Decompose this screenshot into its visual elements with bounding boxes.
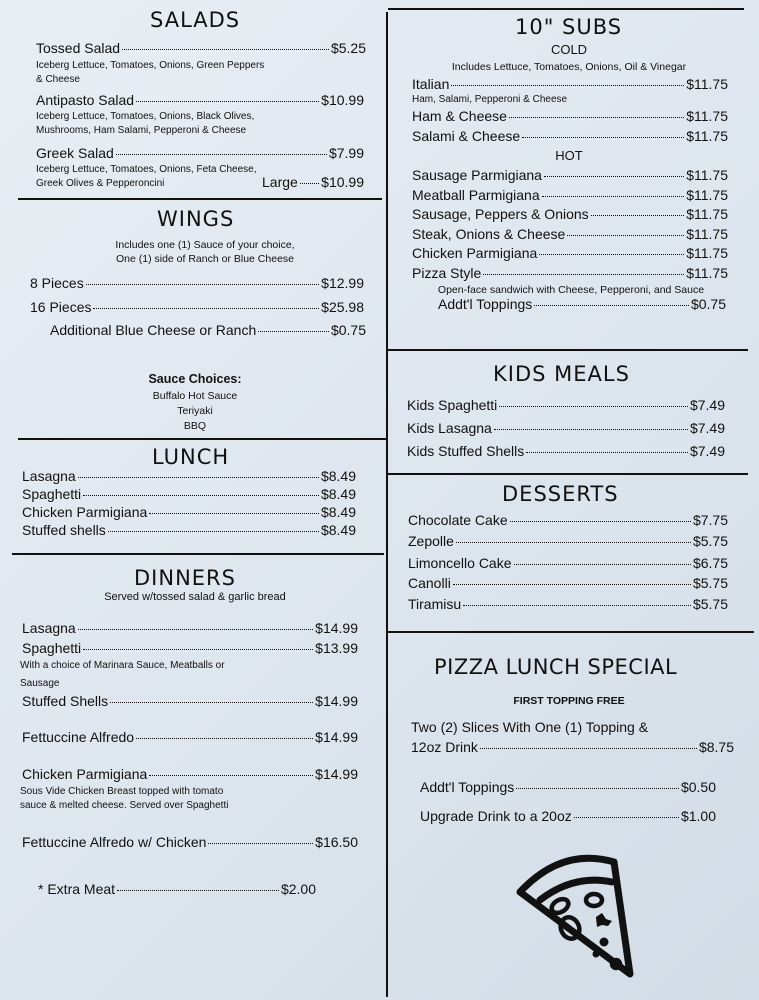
- item-name: Stuffed Shells: [22, 693, 109, 709]
- item-price: $25.98: [321, 299, 364, 315]
- leader-dots: [483, 274, 684, 275]
- leader-dots: [78, 629, 313, 630]
- item-name: Chicken Parmigiana: [22, 766, 148, 782]
- divider-salads-wings: [18, 198, 382, 200]
- item-name: Italian: [412, 76, 450, 92]
- menu-item-sub-salami: [412, 128, 728, 144]
- item-price: $2.00: [280, 881, 316, 897]
- item-price: $8.49: [320, 486, 356, 502]
- leader-dots: [499, 406, 688, 407]
- item-price: $11.75: [686, 226, 728, 242]
- menu-item-dinner-lasagna: [22, 620, 358, 636]
- menu-item-tossed-salad: [36, 40, 366, 56]
- menu-item-antipasto-salad: [36, 92, 364, 108]
- item-name: 12oz Drink: [411, 739, 478, 755]
- leader-dots: [451, 85, 684, 86]
- item-name: Pizza Style: [412, 265, 482, 281]
- leader-dots: [542, 196, 685, 197]
- item-price: $5.75: [692, 596, 728, 612]
- item-price: $12.99: [321, 275, 364, 291]
- menu-item-extra-meat: [38, 881, 316, 897]
- item-name: Addt'l Toppings: [438, 296, 533, 312]
- item-price: $7.75: [692, 512, 728, 528]
- menu-item-dessert: [408, 596, 728, 612]
- special-subtitle: FIRST TOPPING FREE: [513, 695, 625, 707]
- menu-item-dinner-chicken-parm: [22, 766, 358, 782]
- item-desc: Iceberg Lettuce, Tomatoes, Onions, Green Peppers: [36, 60, 265, 71]
- item-price: $6.75: [692, 555, 728, 571]
- item-price: $11.75: [686, 265, 728, 281]
- leader-dots: [534, 305, 689, 306]
- leader-dots: [494, 429, 688, 430]
- item-price: $14.99: [315, 729, 358, 745]
- pizza-slice-icon: [512, 842, 642, 982]
- menu-item-sub-hot: [412, 167, 728, 183]
- special-toppings: [420, 779, 716, 795]
- menu-item-dinner-alfredo-chicken: [22, 834, 358, 850]
- item-price: $7.49: [689, 420, 725, 436]
- menu-item-dinner-stuffed-shells: [22, 693, 358, 709]
- item-price: $14.99: [315, 693, 358, 709]
- item-name: Canolli: [408, 575, 451, 591]
- menu-item-dinner-spaghetti: [22, 640, 358, 656]
- item-price: $5.25: [330, 40, 366, 56]
- menu-item-sub-hot: [412, 245, 728, 261]
- item-name: Lasagna: [22, 620, 76, 636]
- item-price: $13.99: [315, 640, 358, 656]
- item-name: Sausage, Peppers & Onions: [412, 206, 589, 222]
- leader-dots: [208, 843, 313, 844]
- item-name: Antipasto Salad: [36, 92, 135, 108]
- item-name: Zepolle: [408, 533, 454, 549]
- item-price: $10.99: [321, 92, 364, 108]
- leader-dots: [453, 584, 691, 585]
- item-name: Additional Blue Cheese or Ranch: [50, 322, 257, 338]
- menu-item-sub-ham: [412, 108, 728, 124]
- kids-title: KIDS MEALS: [493, 362, 630, 386]
- item-name: Kids Stuffed Shells: [407, 443, 525, 459]
- dinners-title: DINNERS: [134, 566, 236, 590]
- item-price: $16.50: [315, 834, 358, 850]
- subs-title: 10" SUBS: [515, 15, 623, 39]
- item-price: $0.75: [690, 296, 726, 312]
- desserts-title: DESSERTS: [502, 482, 619, 506]
- top-rule-right: [388, 8, 744, 10]
- special-drink-line: [411, 739, 734, 755]
- item-price: $11.75: [686, 245, 728, 261]
- item-name: Upgrade Drink to a 20oz: [420, 808, 572, 824]
- leader-dots: [83, 649, 313, 650]
- item-price: $11.75: [686, 108, 728, 124]
- lunch-title: LUNCH: [152, 445, 230, 469]
- item-price: $7.49: [689, 397, 725, 413]
- item-desc: Iceberg Lettuce, Tomatoes, Onions, Feta Cheese,: [36, 164, 257, 175]
- leader-dots: [574, 817, 679, 818]
- item-name: Stuffed shells: [22, 522, 106, 538]
- menu-item-kids: [407, 420, 725, 436]
- salads-title: SALADS: [150, 8, 241, 32]
- menu-item-lunch: [22, 468, 356, 484]
- sauce-choice: Buffalo Hot Sauce: [152, 390, 238, 402]
- wings-note: One (1) side of Ranch or Blue Cheese: [115, 253, 294, 265]
- leader-dots: [122, 49, 329, 50]
- item-price: $11.75: [686, 76, 728, 92]
- menu-item-wings: [30, 275, 364, 291]
- item-price: $11.75: [686, 167, 728, 183]
- item-desc: Greek Olives & Pepperoncini: [36, 178, 165, 189]
- leader-dots: [108, 531, 319, 532]
- sauce-choice: Teriyaki: [177, 405, 213, 417]
- leader-dots: [516, 788, 679, 789]
- leader-dots: [78, 477, 319, 478]
- item-name: Fettuccine Alfredo w/ Chicken: [22, 834, 207, 850]
- wings-note: Includes one (1) Sauce of your choice,: [115, 239, 295, 251]
- item-name: 8 Pieces: [30, 275, 84, 291]
- item-name: Sausage Parmigiana: [412, 167, 542, 183]
- item-price: $0.50: [680, 779, 716, 795]
- menu-item-sub-hot: [412, 226, 728, 242]
- item-name: Ham & Cheese: [412, 108, 507, 124]
- item-desc: Mushrooms, Ham Salami, Pepperoni & Cheese: [36, 125, 247, 136]
- sauce-choices-title: Sauce Choices:: [148, 372, 242, 386]
- item-name: Spaghetti: [22, 640, 82, 656]
- item-name: Chicken Parmigiana: [22, 504, 148, 520]
- sauce-choice: BBQ: [183, 420, 207, 432]
- leader-dots: [544, 176, 684, 177]
- item-name: Spaghetti: [22, 486, 82, 502]
- menu-item-wings: [50, 322, 366, 338]
- item-name: Limoncello Cake: [408, 555, 512, 571]
- item-name: * Extra Meat: [38, 881, 116, 897]
- leader-dots: [86, 284, 319, 285]
- leader-dots: [300, 183, 319, 184]
- leader-dots: [567, 235, 684, 236]
- center-divider: [386, 12, 388, 997]
- special-line1: Two (2) Slices With One (1) Topping &: [411, 719, 649, 735]
- menu-item-sub-toppings: [438, 296, 726, 312]
- item-price: $5.75: [692, 575, 728, 591]
- menu-item-kids: [407, 443, 725, 459]
- item-name: Lasagna: [22, 468, 76, 484]
- leader-dots: [539, 254, 684, 255]
- menu-item-lunch: [22, 504, 356, 520]
- item-price: $10.99: [321, 174, 364, 190]
- item-price: $14.99: [315, 766, 358, 782]
- leader-dots: [83, 495, 319, 496]
- item-price: $8.49: [320, 468, 356, 484]
- divider-lunch-dinners: [12, 553, 384, 555]
- menu-item-dinner-alfredo: [22, 729, 358, 745]
- divider-kids-desserts: [388, 473, 748, 475]
- item-desc: Sausage: [20, 678, 60, 689]
- item-name: Kids Spaghetti: [407, 397, 498, 413]
- leader-dots: [116, 154, 327, 155]
- item-price: $0.75: [330, 322, 366, 338]
- menu-item-sub-hot: [412, 206, 728, 222]
- menu-item-greek-salad: [36, 145, 364, 161]
- item-desc: sauce & melted cheese. Served over Spaghetti: [20, 800, 229, 811]
- item-name: Chocolate Cake: [408, 512, 508, 528]
- item-price: $5.75: [692, 533, 728, 549]
- leader-dots: [522, 137, 684, 138]
- special-upgrade: [420, 808, 716, 824]
- menu-item-kids: [407, 397, 725, 413]
- leader-dots: [149, 775, 313, 776]
- leader-dots: [456, 542, 691, 543]
- item-name: Meatball Parmigiana: [412, 187, 540, 203]
- item-name: Steak, Onions & Cheese: [412, 226, 566, 242]
- leader-dots: [526, 452, 688, 453]
- item-price: $7.99: [328, 145, 364, 161]
- item-name: Large: [262, 174, 298, 190]
- leader-dots: [136, 738, 313, 739]
- item-name: Tiramisu: [408, 596, 462, 612]
- item-desc: Ham, Salami, Pepperoni & Cheese: [412, 94, 568, 105]
- item-price: $1.00: [680, 808, 716, 824]
- greek-salad-large: [262, 174, 364, 190]
- item-desc: Iceberg Lettuce, Tomatoes, Onions, Black Olives,: [36, 111, 255, 122]
- menu-item-sub-hot: [412, 187, 728, 203]
- leader-dots: [480, 748, 697, 749]
- dinners-subtitle: Served w/tossed salad & garlic bread: [104, 591, 286, 603]
- divider-subs-kids: [388, 349, 748, 351]
- item-desc: & Cheese: [36, 74, 80, 85]
- menu-item-wings: [30, 299, 364, 315]
- item-price: $8.75: [698, 739, 734, 755]
- leader-dots: [258, 331, 329, 332]
- item-price: $11.75: [686, 206, 728, 222]
- item-desc: Sous Vide Chicken Breast topped with tomato: [20, 786, 224, 797]
- leader-dots: [136, 101, 319, 102]
- leader-dots: [509, 117, 684, 118]
- menu-item-dessert: [408, 555, 728, 571]
- item-desc: With a choice of Marinara Sauce, Meatballs or: [20, 660, 225, 671]
- menu-item-sub-italian: [412, 76, 728, 92]
- divider-desserts-special: [388, 631, 754, 633]
- item-name: Kids Lasagna: [407, 420, 492, 436]
- item-price: $8.49: [320, 504, 356, 520]
- item-price: $14.99: [315, 620, 358, 636]
- subs-hot-label: HOT: [555, 148, 583, 163]
- menu-item-sub-hot: [412, 265, 728, 281]
- item-price: $7.49: [689, 443, 725, 459]
- wings-title: WINGS: [157, 207, 235, 231]
- item-name: Greek Salad: [36, 145, 114, 161]
- leader-dots: [149, 513, 319, 514]
- leader-dots: [514, 564, 691, 565]
- item-name: Tossed Salad: [36, 40, 121, 56]
- leader-dots: [110, 702, 313, 703]
- item-price: $8.49: [320, 522, 356, 538]
- subs-cold-note: Includes Lettuce, Tomatoes, Onions, Oil & Vinegar: [451, 61, 687, 73]
- item-price: $11.75: [686, 128, 728, 144]
- leader-dots: [510, 521, 691, 522]
- pizza-style-note: Open-face sandwich with Cheese, Pepperoni, and Sauce: [437, 284, 705, 296]
- menu-item-lunch: [22, 486, 356, 502]
- item-name: 16 Pieces: [30, 299, 92, 315]
- item-name: Addt'l Toppings: [420, 779, 515, 795]
- leader-dots: [117, 890, 279, 891]
- menu-item-dessert: [408, 512, 728, 528]
- item-name: Chicken Parmigiana: [412, 245, 538, 261]
- item-name: Fettuccine Alfredo: [22, 729, 135, 745]
- leader-dots: [93, 308, 319, 309]
- menu-item-dessert: [408, 575, 728, 591]
- subs-cold-label: COLD: [550, 42, 588, 57]
- divider-wings-lunch: [18, 438, 386, 440]
- item-name: Salami & Cheese: [412, 128, 521, 144]
- item-price: $11.75: [686, 187, 728, 203]
- leader-dots: [463, 605, 691, 606]
- menu-item-dessert: [408, 533, 728, 549]
- special-title: PIZZA LUNCH SPECIAL: [434, 655, 678, 679]
- menu-item-lunch: [22, 522, 356, 538]
- leader-dots: [591, 215, 685, 216]
